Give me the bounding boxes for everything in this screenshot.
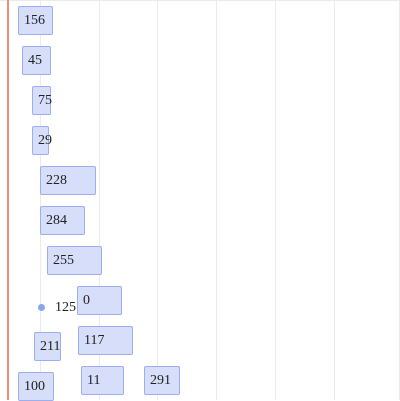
milestone-dot[interactable]	[38, 304, 45, 311]
canvas-top-border	[0, 0, 400, 1]
timeline-bar-item[interactable]: 100	[18, 372, 54, 401]
timeline-bar-item[interactable]: 75	[32, 86, 51, 115]
timeline-bar-item[interactable]: 211	[34, 332, 61, 361]
timeline-bar-item[interactable]: 117	[78, 326, 133, 355]
timeline-bar-item[interactable]: 228	[40, 166, 96, 195]
grid-line	[157, 0, 158, 400]
grid-line	[334, 0, 335, 400]
timeline-bar-item[interactable]: 11	[81, 366, 124, 395]
current-time-line	[7, 0, 9, 400]
timeline-bar-item[interactable]: 291	[144, 366, 180, 395]
timeline-bar-item[interactable]: 156	[18, 6, 53, 35]
timeline-bar-item[interactable]: 29	[32, 126, 49, 155]
timeline-bar-item[interactable]: 45	[22, 46, 51, 75]
timeline-bar-item[interactable]: 284	[40, 206, 85, 235]
grid-line	[275, 0, 276, 400]
timeline-bar-item[interactable]: 255	[47, 246, 102, 275]
grid-line	[216, 0, 217, 400]
milestone-label: 125	[55, 300, 76, 315]
timeline-bar-item[interactable]: 0	[77, 286, 122, 315]
